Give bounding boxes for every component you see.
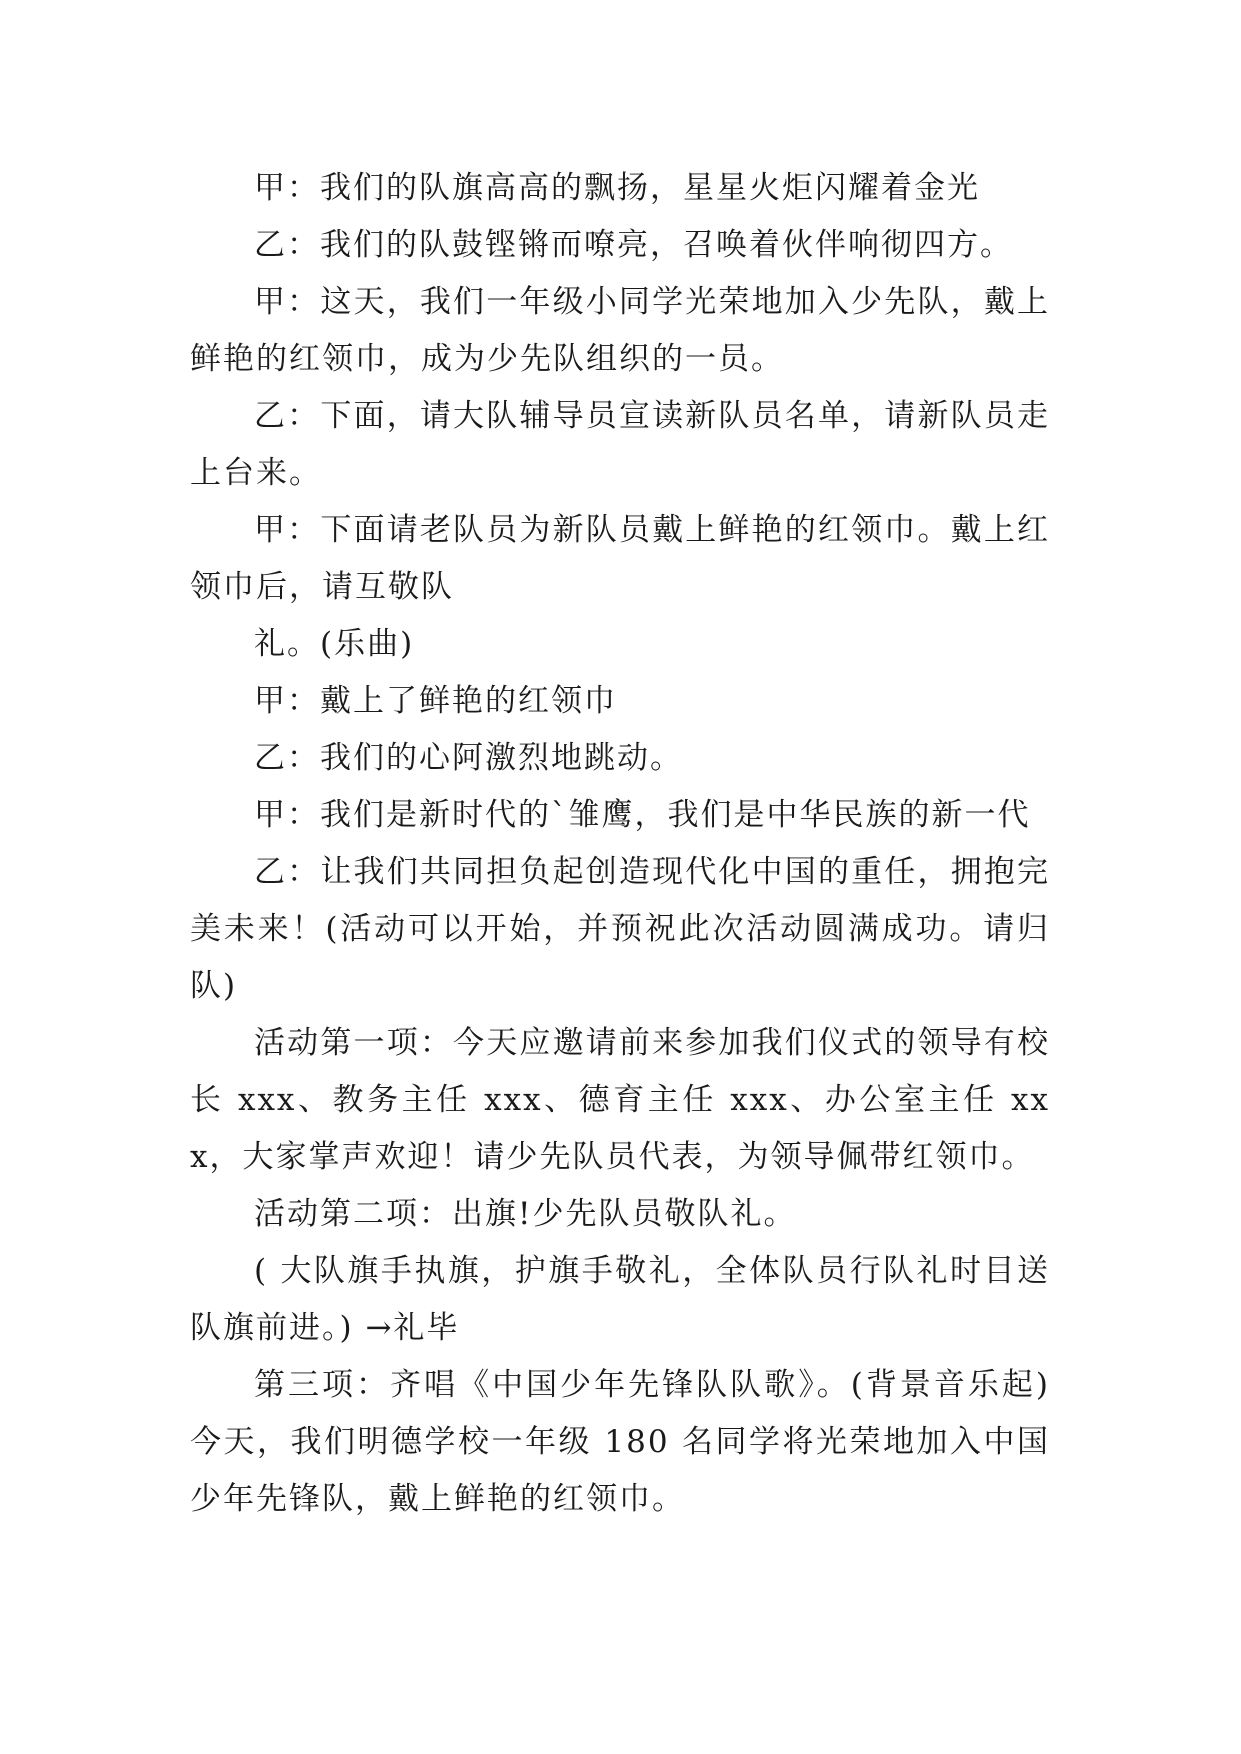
paragraph-6: 礼。(乐曲) xyxy=(254,626,415,662)
paragraph-3: 甲：这天，我们一年级小同学光荣地加入少先队，戴上鲜艳的红领巾，成为少先队组织的一员。 xyxy=(190,284,1050,377)
paragraph-12: 活动第二项：出旗!少先队员敬队礼。 xyxy=(254,1196,797,1232)
paragraph-9: 甲：我们是新时代的`雏鹰，我们是中华民族的新一代 xyxy=(254,797,1031,833)
paragraph-14: 第三项：齐唱《中国少年先锋队队歌》。(背景音乐起)今天，我们明德学校一年级 180 名同学将光荣地加入中国少年先锋队，戴上鲜艳的红领巾。 xyxy=(190,1367,1050,1517)
paragraph-5: 甲：下面请老队员为新队员戴上鲜艳的红领巾。戴上红领巾后，请互敬队 xyxy=(190,512,1050,605)
paragraph-4: 乙：下面，请大队辅导员宣读新队员名单，请新队员走上台来。 xyxy=(190,398,1050,491)
paragraph-7: 甲：戴上了鲜艳的红领巾 xyxy=(254,683,617,719)
paragraph-1: 甲：我们的队旗高高的飘扬，星星火炬闪耀着金光 xyxy=(254,170,980,206)
document-body xyxy=(190,160,1050,1528)
paragraph-13: ( 大队旗手执旗，护旗手敬礼，全体队员行队礼时目送队旗前进。) →礼毕 xyxy=(190,1253,1050,1346)
paragraph-8: 乙：我们的心阿激烈地跳动。 xyxy=(254,740,683,776)
paragraph-10: 乙：让我们共同担负起创造现代化中国的重任，拥抱完美未来！(活动可以开始，并预祝此次活动圆满成功。请归队) xyxy=(190,854,1050,1004)
paragraph-2: 乙：我们的队鼓铿锵而嘹亮，召唤着伙伴响彻四方。 xyxy=(254,227,1013,263)
paragraph-11: 活动第一项：今天应邀请前来参加我们仪式的领导有校长 xxx、教务主任 xxx、德育主任 xxx、办公室主任 xxx，大家掌声欢迎！请少先队员代表，为领导佩带红领巾。 xyxy=(190,1025,1050,1175)
